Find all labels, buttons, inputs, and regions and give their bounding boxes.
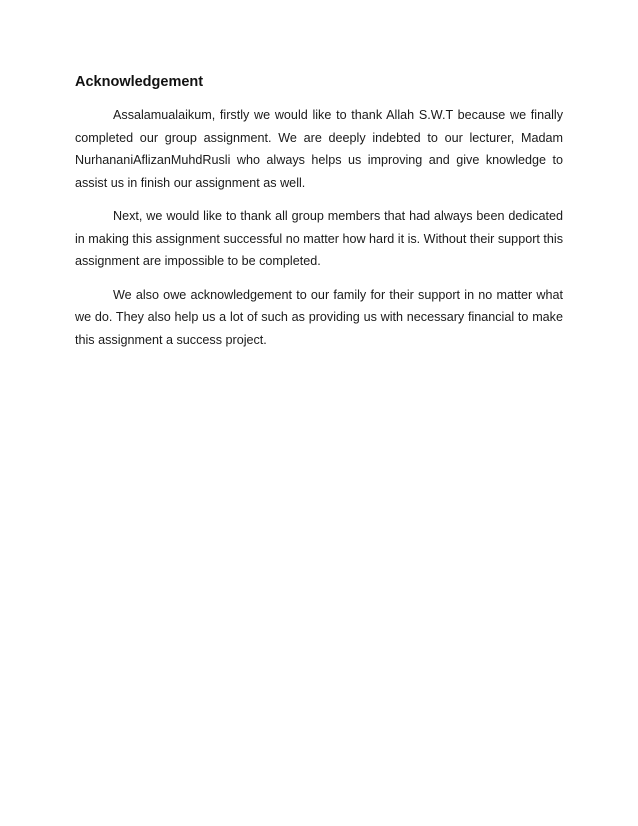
- document-body: [75, 72, 563, 362]
- paragraph-thanks-group-members: Next, we would like to thank all group members that had always been dedicated in making this assignment successful no matter how hard it is. Without their support this assignment are impossible to be completed.: [75, 209, 563, 268]
- paragraph-thanks-allah-lecturer: Assalamualaikum, firstly we would like to thank Allah S.W.T because we finally completed our group assignment. We are deeply indebted to our lecturer, Madam NurhananiAflizanMuhdRusli who always helps us improving and give knowledge to assist us in finish our assignment as well.: [75, 108, 563, 190]
- acknowledgement-heading: Acknowledgement: [75, 74, 204, 90]
- paragraph-thanks-family: We also owe acknowledgement to our family for their support in no matter what we do. They also help us a lot of such as providing us with necessary financial to make this assignment a success project.: [75, 287, 563, 347]
